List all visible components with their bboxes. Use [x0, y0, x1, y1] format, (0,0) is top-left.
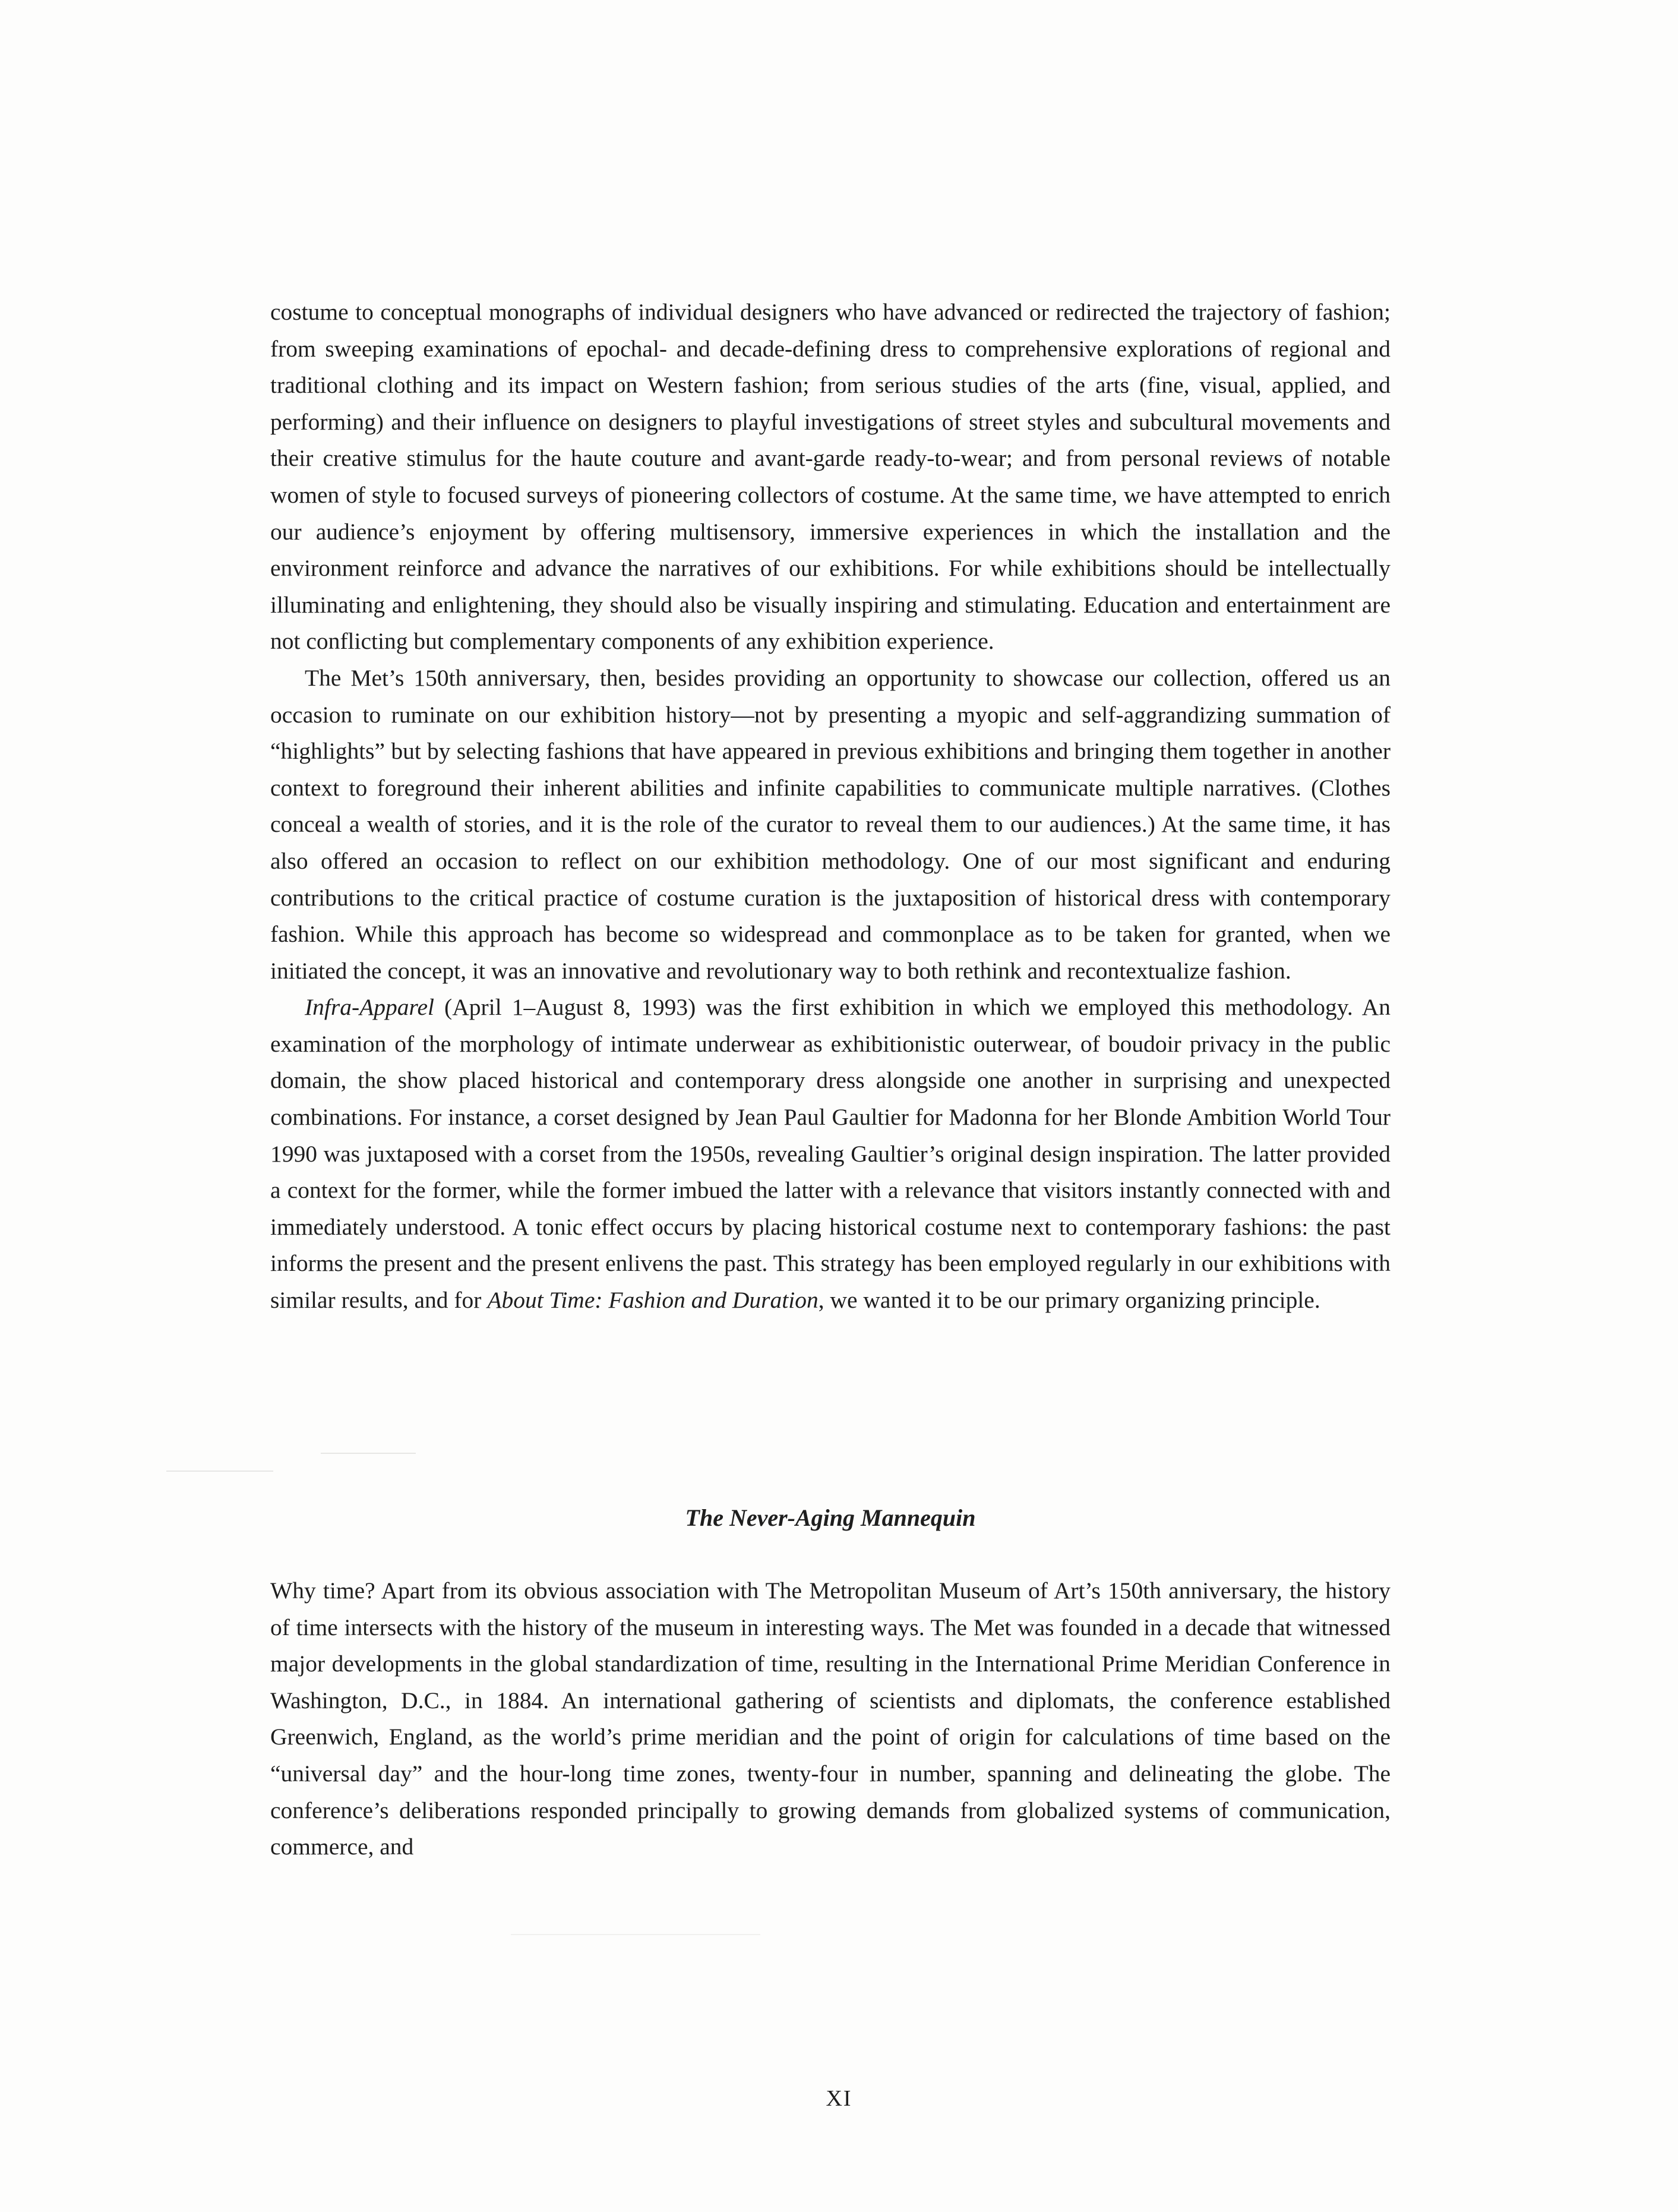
body-paragraph-4: Why time? Apart from its obvious association with The Metropolitan Museum of Art’s 150th anniversary, the history of time intersects with the history of the museum in interesting ways. The Met was founded in a decade that witnessed major developments in the global standardization of time, resulting in the International Prime Meridian Conference in Washington, D.C., in 1884. An international gathering of scientists and diplomats, the conference established Greenwich, England, as the world’s prime meridian and the point of origin for calculations of time based on the “universal day” and the hour-long time zones, twenty-four in number, spanning and delineating the globe. The conference’s deliberations responded principally to growing demands from globalized systems of communication, commerce, and [270, 1577, 1391, 1860]
body-paragraph-2: The Met’s 150th anniversary, then, besides providing an opportunity to showcase our collection, offered us an occasion to ruminate on our exhibition history—not by presenting a myopic and self-aggrandizing summation of “highlights” but by selecting fashions that have appeared in previous exhibitions and bringing them together in another context to foreground their inherent abilities and infinite capabilities to communicate multiple narratives. (Clothes conceal a wealth of stories, and it is the role of the curator to reveal them to our audiences.) At the same time, it has also offered an occasion to reflect on our exhibition methodology. One of our most significant and enduring contributions to the critical practice of costume curation is the juxtaposition of historical dress with contemporary fashion. While this approach has become so widespread and commonplace as to be taken for granted, when we initiated the concept, it was an innovative and revolutionary way to both rethink and recontextualize fashion. [270, 664, 1391, 984]
section-heading: The Never-Aging Mannequin [685, 1504, 976, 1531]
exhibition-title-infra-apparel: Infra-Apparel [305, 994, 434, 1021]
body-paragraph-3 [270, 989, 1391, 1318]
body-paragraph-3-text: (April 1–August 8, 1993) was the first exhibition in which we employed this methodology. An examination of the morphology of intimate underwear as exhibitionistic outerwear, of boudoir privacy in the public domain, the show placed historical and contemporary dress alongside one another in surprising and unexpected combinations. For instance, a corset designed by Jean Paul Gaultier for Madonna for her Blonde Ambition World Tour 1990 was juxtaposed with a corset from the 1950s, revealing Gaultier’s original design inspiration. The latter provided a context for the former, while the former imbued the latter with a relevance that visitors instantly connected with and immediately understood. A tonic effect occurs by placing historical costume next to contemporary fashions: the past informs the present and the present enlivens the past. This strategy has been employed regularly in our exhibitions with similar results, and for [270, 994, 1391, 1314]
scan-artifact [321, 1453, 416, 1454]
body-paragraph-1: costume to conceptual monographs of individual designers who have advanced or redirected the trajectory of fashion; from sweeping examinations of epochal- and decade-defining dress to comprehensive explorations of regional and traditional clothing and its impact on Western fashion; from serious studies of the arts (fine, visual, applied, and performing) and their influence on designers to playful investigations of street styles and subcultural movements and their creative stimulus for the haute couture and avant-garde ready-to-wear; and from personal reviews of notable women of style to focused surveys of pioneering collectors of costume. At the same time, we have attempted to enrich our audience’s enjoyment by offering multisensory, immersive experiences in which the installation and the environment reinforce and advance the narratives of our exhibitions. For while exhibitions should be intellectually illuminating and enlightening, they should also be visually inspiring and stimulating. Education and entertainment are not conflicting but complementary components of any exhibition experience. [270, 299, 1391, 655]
exhibition-title-about-time: About Time: Fashion and Duration [487, 1287, 819, 1314]
page-number: XI [826, 2086, 852, 2111]
body-paragraph-3-end: , we wanted it to be our primary organizing principle. [818, 1287, 1320, 1314]
section-text-column [270, 1573, 1391, 1866]
scan-artifact [166, 1471, 273, 1472]
main-text-column [270, 294, 1391, 1319]
scan-artifact [511, 1934, 760, 1935]
